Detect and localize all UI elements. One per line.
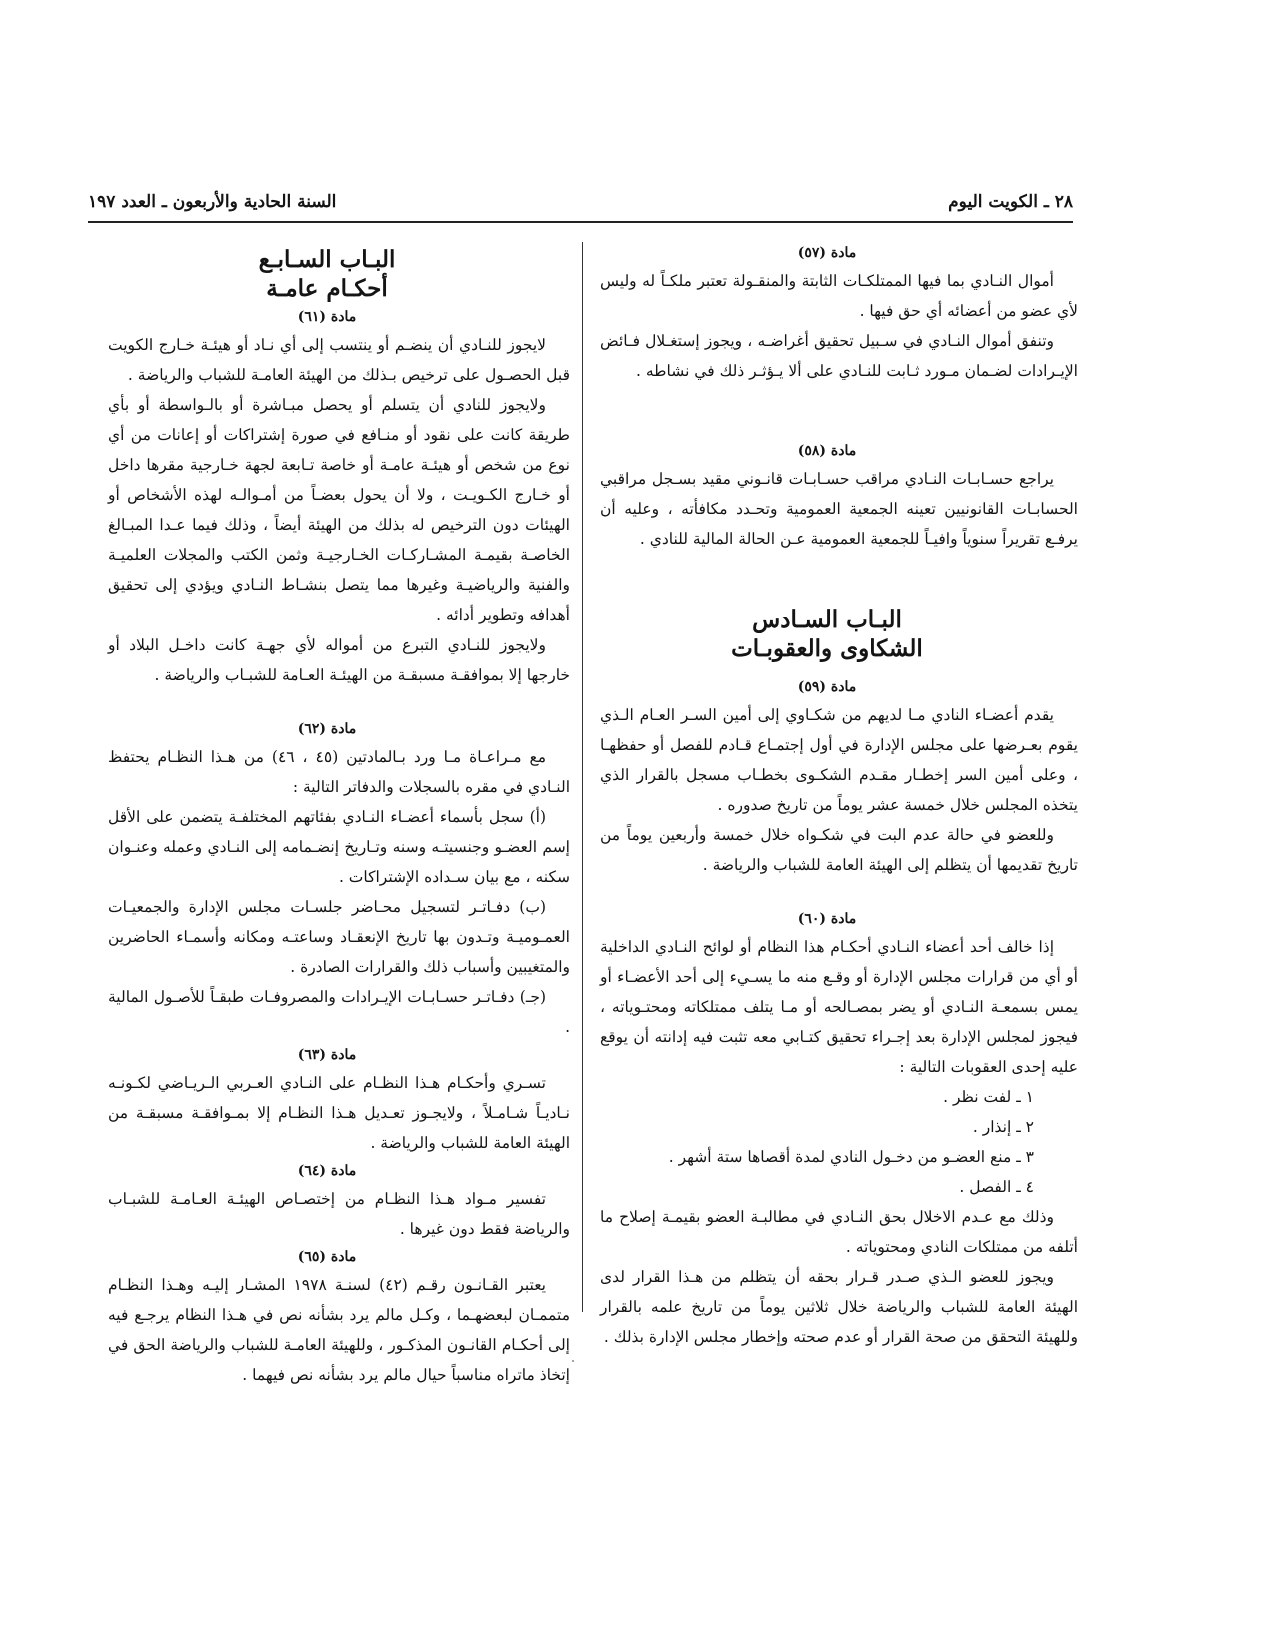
article-60-para-1: إذا خالف أحد أعضاء النـادي أحكـام هذا النظام أو لوائح النـادي الداخلية أو أي من قرارات مجلس الإدارة أو وقـع منه ما يسـيء إلى أحد الأعضـاء أو يمس بسمعـة النـادي أو يضر بمصـالحه أو مـا يتلف ممتلكاته ومحتـوياته ، فيجوز لمجلس الإدارة بعد إجـراء تحقيق كتـابي معه تثبت فيه إدانته أن يوقع عليه إحدى العقوبات التالية : xyxy=(600,938,1078,1076)
article-64-para-1: تفسير مـواد هـذا النظـام من إختصـاص الهيئـة العـامـة للشبـاب والرياضة فقط دون غيرها . xyxy=(108,1190,570,1238)
article-62-para-3: (ب) دفـاتـر لتسجيل محـاضر جلسـات مجلس الإدارة والجمعيـات العمـوميـة وتـدون بها تاريخ الإنعقـاد وساعتـه ومكانه وأسمـاء الحاضرين والمتغيبين وأسباب ذلك والقرارات الصادرة . xyxy=(108,898,570,976)
left-column xyxy=(108,246,570,1390)
article-65-title: مادة (٦٥) xyxy=(297,1249,357,1265)
article-60-title: مادة (٦٠) xyxy=(797,911,857,927)
chapter-6-title: البـاب السـادس xyxy=(752,606,902,633)
article-62-title: مادة (٦٢) xyxy=(297,721,357,737)
article-60-item-3: ٣ ـ منع العضـو من دخـول النادي لمدة أقصاها ستة أشهر . xyxy=(668,1148,1034,1166)
column-divider xyxy=(582,242,583,1312)
article-62-para-2: (أ) سجل بأسماء أعضـاء النـادي بفئاتهم المختلفـة يتضمن على الأقل إسم العضـو وجنسيتـه وسنه وتـاريخ إنضـمامه إلى النـادي وعمله وعنـوان سكنه ، مع بيان سـداده الإشتراكات . xyxy=(108,808,570,886)
article-59-title: مادة (٥٩) xyxy=(797,679,857,695)
header-page-number-title: ٢٨ ـ الكويت اليوم xyxy=(948,192,1073,212)
article-62-para-1: مع مـراعـاة مـا ورد بـالمادتين (٤٥ ، ٤٦) من هـذا النظـام يحتفظ النـادي في مقره بالسجلات والدفاتر التالية : xyxy=(108,748,570,796)
article-61-para-1: لايجوز للنـادي أن ينضـم أو ينتسب إلى أي نـاد أو هيئـة خـارج الكويت قبل الحصـول على ترخيص بـذلك من الهيئة العامـة للشباب والرياضة . xyxy=(108,336,570,384)
article-57-title: مادة (٥٧) xyxy=(797,245,857,261)
article-65-para-1: يعتبر القـانـون رقـم (٤٢) لسنـة ١٩٧٨ المشـار إليـه وهـذا النظـام متممـان لبعضهـما ، وكـل مالم يرد بشأنه نص في هـذا النظام يرجـع فيه إلى أحكـام القانـون المذكـور ، وللهيئة العامـة للشباب والرياضة الحق في إتخاذ ماتراه مناسباً حيال مالم يرد بشأنه نص فيهما . xyxy=(108,1276,570,1384)
article-63-para-1: تسـري وأحكـام هـذا النظـام على النـادي العـربي الـريـاضي لكـونـه نـاديـاً شـامـلاً ، ولايجـوز تعـديل هـذا النظـام إلا بمـوافقـة مسبقـة من الهيئة العامة للشباب والرياضة . xyxy=(108,1074,570,1152)
article-60-item-1: ١ ـ لفت نظر . xyxy=(943,1088,1034,1106)
chapter-7-title: البـاب السـابـع xyxy=(258,246,396,273)
chapter-6-subtitle: الشكاوى والعقوبـات xyxy=(731,635,923,662)
article-61-title: مادة (٦١) xyxy=(297,309,357,325)
article-59-para-2: وللعضو في حالة عدم البت في شكـواه خلال خمسة وأربعين يوماً من تاريخ تقديمها أن يتظلم إلى الهيئة العامة للشباب والرياضة . xyxy=(600,826,1078,874)
chapter-7-subtitle: أحكـام عامـة xyxy=(266,275,388,302)
article-60-item-4: ٤ ـ الفصل . xyxy=(959,1178,1034,1196)
scan-speck xyxy=(572,1360,574,1362)
article-63-title: مادة (٦٣) xyxy=(297,1047,357,1063)
article-61-para-3: ولايجوز للنـادي التبرع من أمواله لأي جهـة كانت داخـل البلاد أو خارجها إلا بموافقـة مسبقـة من الهيئـة العـامة للشبـاب والرياضة . xyxy=(108,636,570,684)
article-58-para-1: يراجع حسـابـات النـادي مراقب حسـابـات قانـوني مقيد بسـجل مراقبي الحسابـات القانونيين تعينه الجمعية العمومية وتحـدد مكافأته ، وعليه أن يرفـع تقريراً سنوياً وافيـاً للجمعية العمومية عـن الحالة المالية للنادي . xyxy=(600,470,1078,548)
article-60-para-3: ويجوز للعضو الـذي صـدر قـرار بحقه أن يتظلم من هـذا القرار لدى الهيئة العامة للشباب والرياضة خلال ثلاثين يوماً من تاريخ علمه بالقرار وللهيئة التحقق من صحة القرار أو عدم صحته وإخطار مجلس الإدارة بذلك . xyxy=(600,1268,1078,1346)
header-year-issue: السنة الحادية والأربعون ـ العدد ١٩٧ xyxy=(88,192,337,212)
article-64-title: مادة (٦٤) xyxy=(297,1163,357,1179)
article-62-para-4: (جـ) دفـاتـر حسـابـات الإيـرادات والمصروفـات طبقـاً للأصـول المالية . xyxy=(108,988,570,1036)
article-61-para-2: ولايجوز للنادي أن يتسلم أو يحصل مبـاشرة أو بالـواسطة أو بأي طريقة كانت على نقود أو منـافع في صورة إشتراكات أو إعانات من أي نوع من شخص أو هيئـة عامـة أو خاصة تـابعة لجهة خـارجية مقرها داخل أو خـارج الكـويـت ، ولا أن يحول بعضـاً من أمـوالـه لهذه الأشخاص أو الهيئات دون الترخيص له بذلك من الهيئة أيضاً ، وذلك فيما عـدا المبـالغ الخاصـة بقيمـة المشـاركـات الخـارجيـة وثمن الكتب والمجلات العلميـة والفنية والرياضيـة وغيرها مما يتصل بنشـاط النـادي ويؤدي إلى تحقيق أهدافه وتطوير أدائه . xyxy=(108,396,570,624)
page-header xyxy=(88,190,1073,218)
article-60-para-2: وذلك مع عـدم الاخلال بحق النـادي في مطالبـة العضو بقيمـة إصلاح ما أتلفه من ممتلكات النادي ومحتوياته . xyxy=(600,1208,1078,1256)
article-59-para-1: يقدم أعضـاء النادي مـا لديهم من شكـاوي إلى أمين السـر العـام الـذي يقوم بعـرضها على مجلس الإدارة في أول إجتمـاع قـادم للفصل أو حفظهـا ، وعلى أمين السر إخطـار مقـدم الشكـوى بخطـاب مسجل بالقرار الذي يتخذه المجلس خلال خمسة عشر يوماً من تاريخ صدوره . xyxy=(600,706,1078,814)
article-57-para-1: أموال النـادي بما فيها الممتلكـات الثابتة والمنقـولة تعتبر ملكـاً له وليس لأي عضو من أعضائه أي حق فيها . xyxy=(600,272,1078,320)
article-60-item-2: ٢ ـ إنذار . xyxy=(972,1118,1034,1136)
article-58-title: مادة (٥٨) xyxy=(797,443,857,459)
article-57-para-2: وتنفق أموال النـادي في سـبيل تحقيق أغراضـه ، ويجوز إستغـلال فـائض الإيـرادات لضـمان مـورد ثـابت للنـادي على ألا يـؤثـر ذلك في نشاطه . xyxy=(600,332,1078,380)
header-divider xyxy=(88,221,1073,223)
right-column xyxy=(600,240,1078,1352)
